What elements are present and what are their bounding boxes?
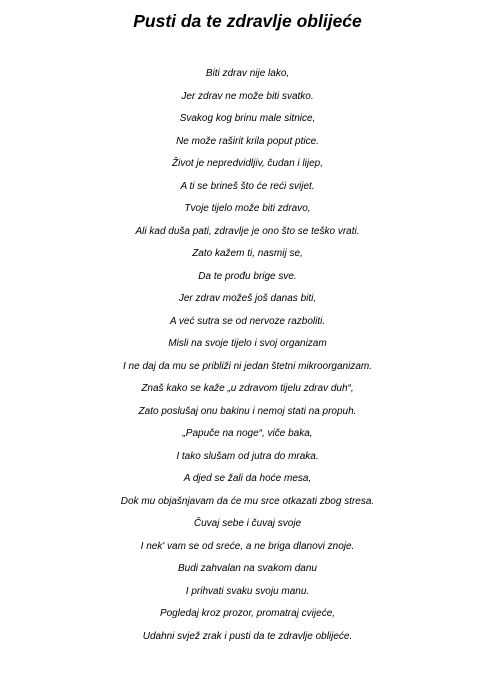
poem-line: Život je nepredvidljiv, čudan i lijep,	[171, 158, 323, 169]
poem-line: Ali kad duša pati, zdravlje je ono što se teško vrati.	[135, 225, 360, 237]
poem-line: I nek' vam se od sreće, a ne briga dlanovi znoje.	[140, 540, 355, 552]
poem-line: Znaš kako se kaže „u zdravom tijelu zdrav duh“,	[141, 383, 354, 394]
poem-line: A djed se žali da hoće mesa,	[183, 473, 312, 484]
poem-line: Zato kažem ti, nasmij se,	[192, 248, 303, 259]
poem-line: Budi zahvalan na svakom danu	[178, 563, 317, 574]
poem-line: I tako slušam od jutra do mraka.	[176, 450, 319, 462]
poem-line: Svakog kog brinu male sitnice,	[179, 113, 316, 124]
poem-line: Jer zdrav ne može biti svatko.	[181, 90, 314, 102]
poem-line: Da te prođu brige sve.	[198, 270, 297, 282]
poem-line: Čuvaj sebe i čuvaj svoje	[193, 518, 302, 529]
poem-line: A već sutra se od nervoze razboliti.	[169, 315, 326, 327]
poem-line: Tvoje tijelo može biti zdravo,	[184, 203, 311, 214]
poem-title: Pusti da te zdravlje oblijeće	[133, 11, 362, 31]
poem-line: Zato poslušaj onu bakinu i nemoj stati na propuh.	[138, 405, 357, 417]
poem-line: „Papuče na noge“, viče baka,	[182, 428, 313, 439]
poem-line: Udahni svjež zrak i pusti da te zdravlje oblijeće.	[142, 630, 353, 642]
poem-line: I prihvati svaku svoju manu.	[185, 585, 310, 597]
poem-line: A ti se brineš što će reći svijet.	[180, 180, 315, 192]
poem-body	[0, 63, 495, 648]
poem-line: Pogledaj kroz prozor, promatraj cvijeće,	[159, 608, 336, 619]
poem-line: I ne daj da mu se približi ni jedan štetni mikroorganizam.	[122, 360, 372, 372]
poem-line: Dok mu objašnjavam da će mu srce otkazati zbog stresa.	[120, 495, 375, 507]
poem-line: Jer zdrav možeš još danas biti,	[178, 293, 317, 304]
poem-line: Misli na svoje tijelo i svoj organizam	[168, 338, 327, 349]
poem-line: Ne može raširit krila poput ptice.	[176, 135, 319, 147]
poem-line: Biti zdrav nije lako,	[205, 68, 290, 79]
